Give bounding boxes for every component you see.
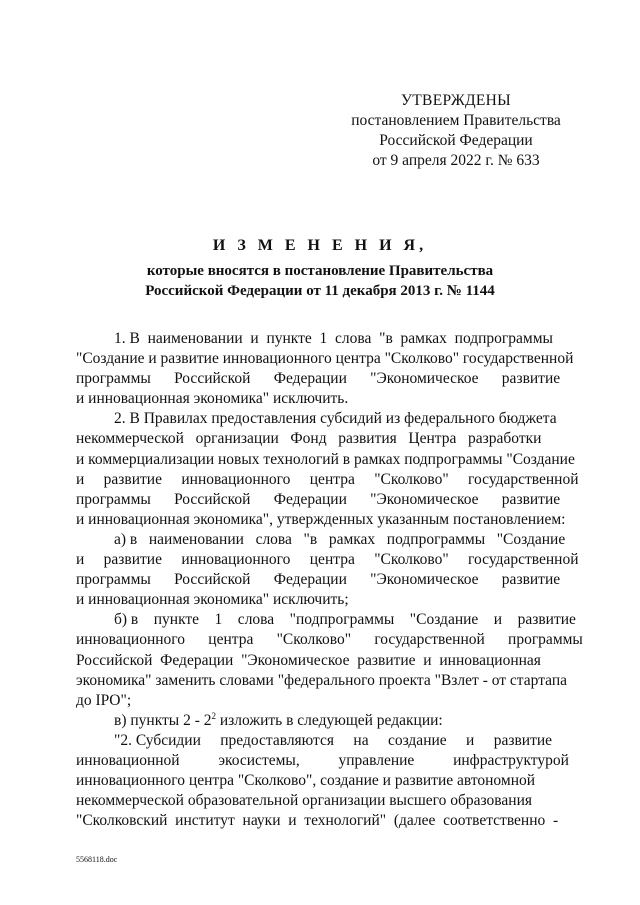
- body-line: инновационного центра "Сколково", создание и развитие автономной: [76, 772, 536, 790]
- body-line: и инновационная экономика" исключить.: [76, 390, 349, 408]
- document-title: И З М Е Н Е Н И Я,: [212, 237, 428, 254]
- approval-block: [340, 91, 572, 171]
- approval-title: УТВЕРЖДЕНЫ: [401, 92, 511, 109]
- body-line: и развитие инновационного центра "Сколково" государственной: [76, 551, 579, 569]
- body-line: и инновационная экономика", утвержденных указанным постановлением:: [76, 510, 566, 528]
- body-line: инновационной экосистемы, управление инфраструктурой: [76, 751, 569, 769]
- body-line: и развитие инновационного центра "Сколково" государственной: [76, 470, 579, 488]
- body-line: [76, 711, 568, 731]
- document-subtitle: [60, 261, 580, 301]
- document-body: [76, 329, 583, 831]
- body-line: 1. В наименовании и пункте 1 слова "в рамках подпрограммы: [114, 330, 553, 347]
- body-line: "2. Субсидии предоставляются на создание и развитие: [114, 731, 553, 749]
- body-line: Российской Федерации "Экономическое развитие и инновационная: [76, 651, 541, 669]
- body-line: программы Российской Федерации "Экономическое развитие: [76, 490, 561, 508]
- body-line: программы Российской Федерации "Экономическое развитие: [76, 571, 561, 589]
- body-line: "Создание и развитие инновационного центра "Сколково" государственной: [76, 350, 574, 368]
- body-line: экономика" заменить словами "федерального проекта "Взлет - от стартапа: [76, 671, 568, 689]
- body-line: программы Российской Федерации "Экономическое развитие: [76, 370, 561, 388]
- body-line: и инновационная экономика" исключить;: [76, 591, 349, 609]
- approval-line-1: постановлением Правительства: [351, 112, 561, 129]
- approval-line-2: Российской Федерации: [379, 132, 533, 149]
- body-line: инновационного центра "Сколково" государственной программы: [76, 631, 583, 649]
- body-line: "Сколковский институт науки и технологий" (далее соответственно -: [76, 812, 559, 830]
- superscript: 2: [211, 710, 216, 721]
- body-line: до IPO";: [76, 691, 132, 709]
- body-text: в) пункты 2 - 2: [114, 711, 212, 729]
- body-line: б) в пункте 1 слова "подпрограммы "Создание и развитие: [114, 611, 576, 629]
- body-line: некоммерческой организации Фонд развития Центра разработки: [76, 430, 542, 448]
- document-filename: 5568118.doc: [76, 855, 118, 864]
- body-text: изложить в следующей редакции:: [216, 711, 443, 729]
- body-line: а) в наименовании слова "в рамках подпрограммы "Создание: [114, 530, 566, 548]
- approval-line-3: от 9 апреля 2022 г. № 633: [372, 152, 540, 169]
- body-line: 2. В Правилах предоставления субсидий из федерального бюджета: [114, 410, 557, 428]
- body-line: и коммерциализации новых технологий в рамках подпрограммы "Создание: [76, 450, 575, 468]
- subtitle-line-2: Российской Федерации от 11 декабря 2013 г. № 1144: [145, 283, 495, 299]
- subtitle-line-1: которые вносятся в постановление Правительства: [146, 263, 494, 279]
- body-line: некоммерческой образовательной организации высшего образования: [76, 792, 533, 810]
